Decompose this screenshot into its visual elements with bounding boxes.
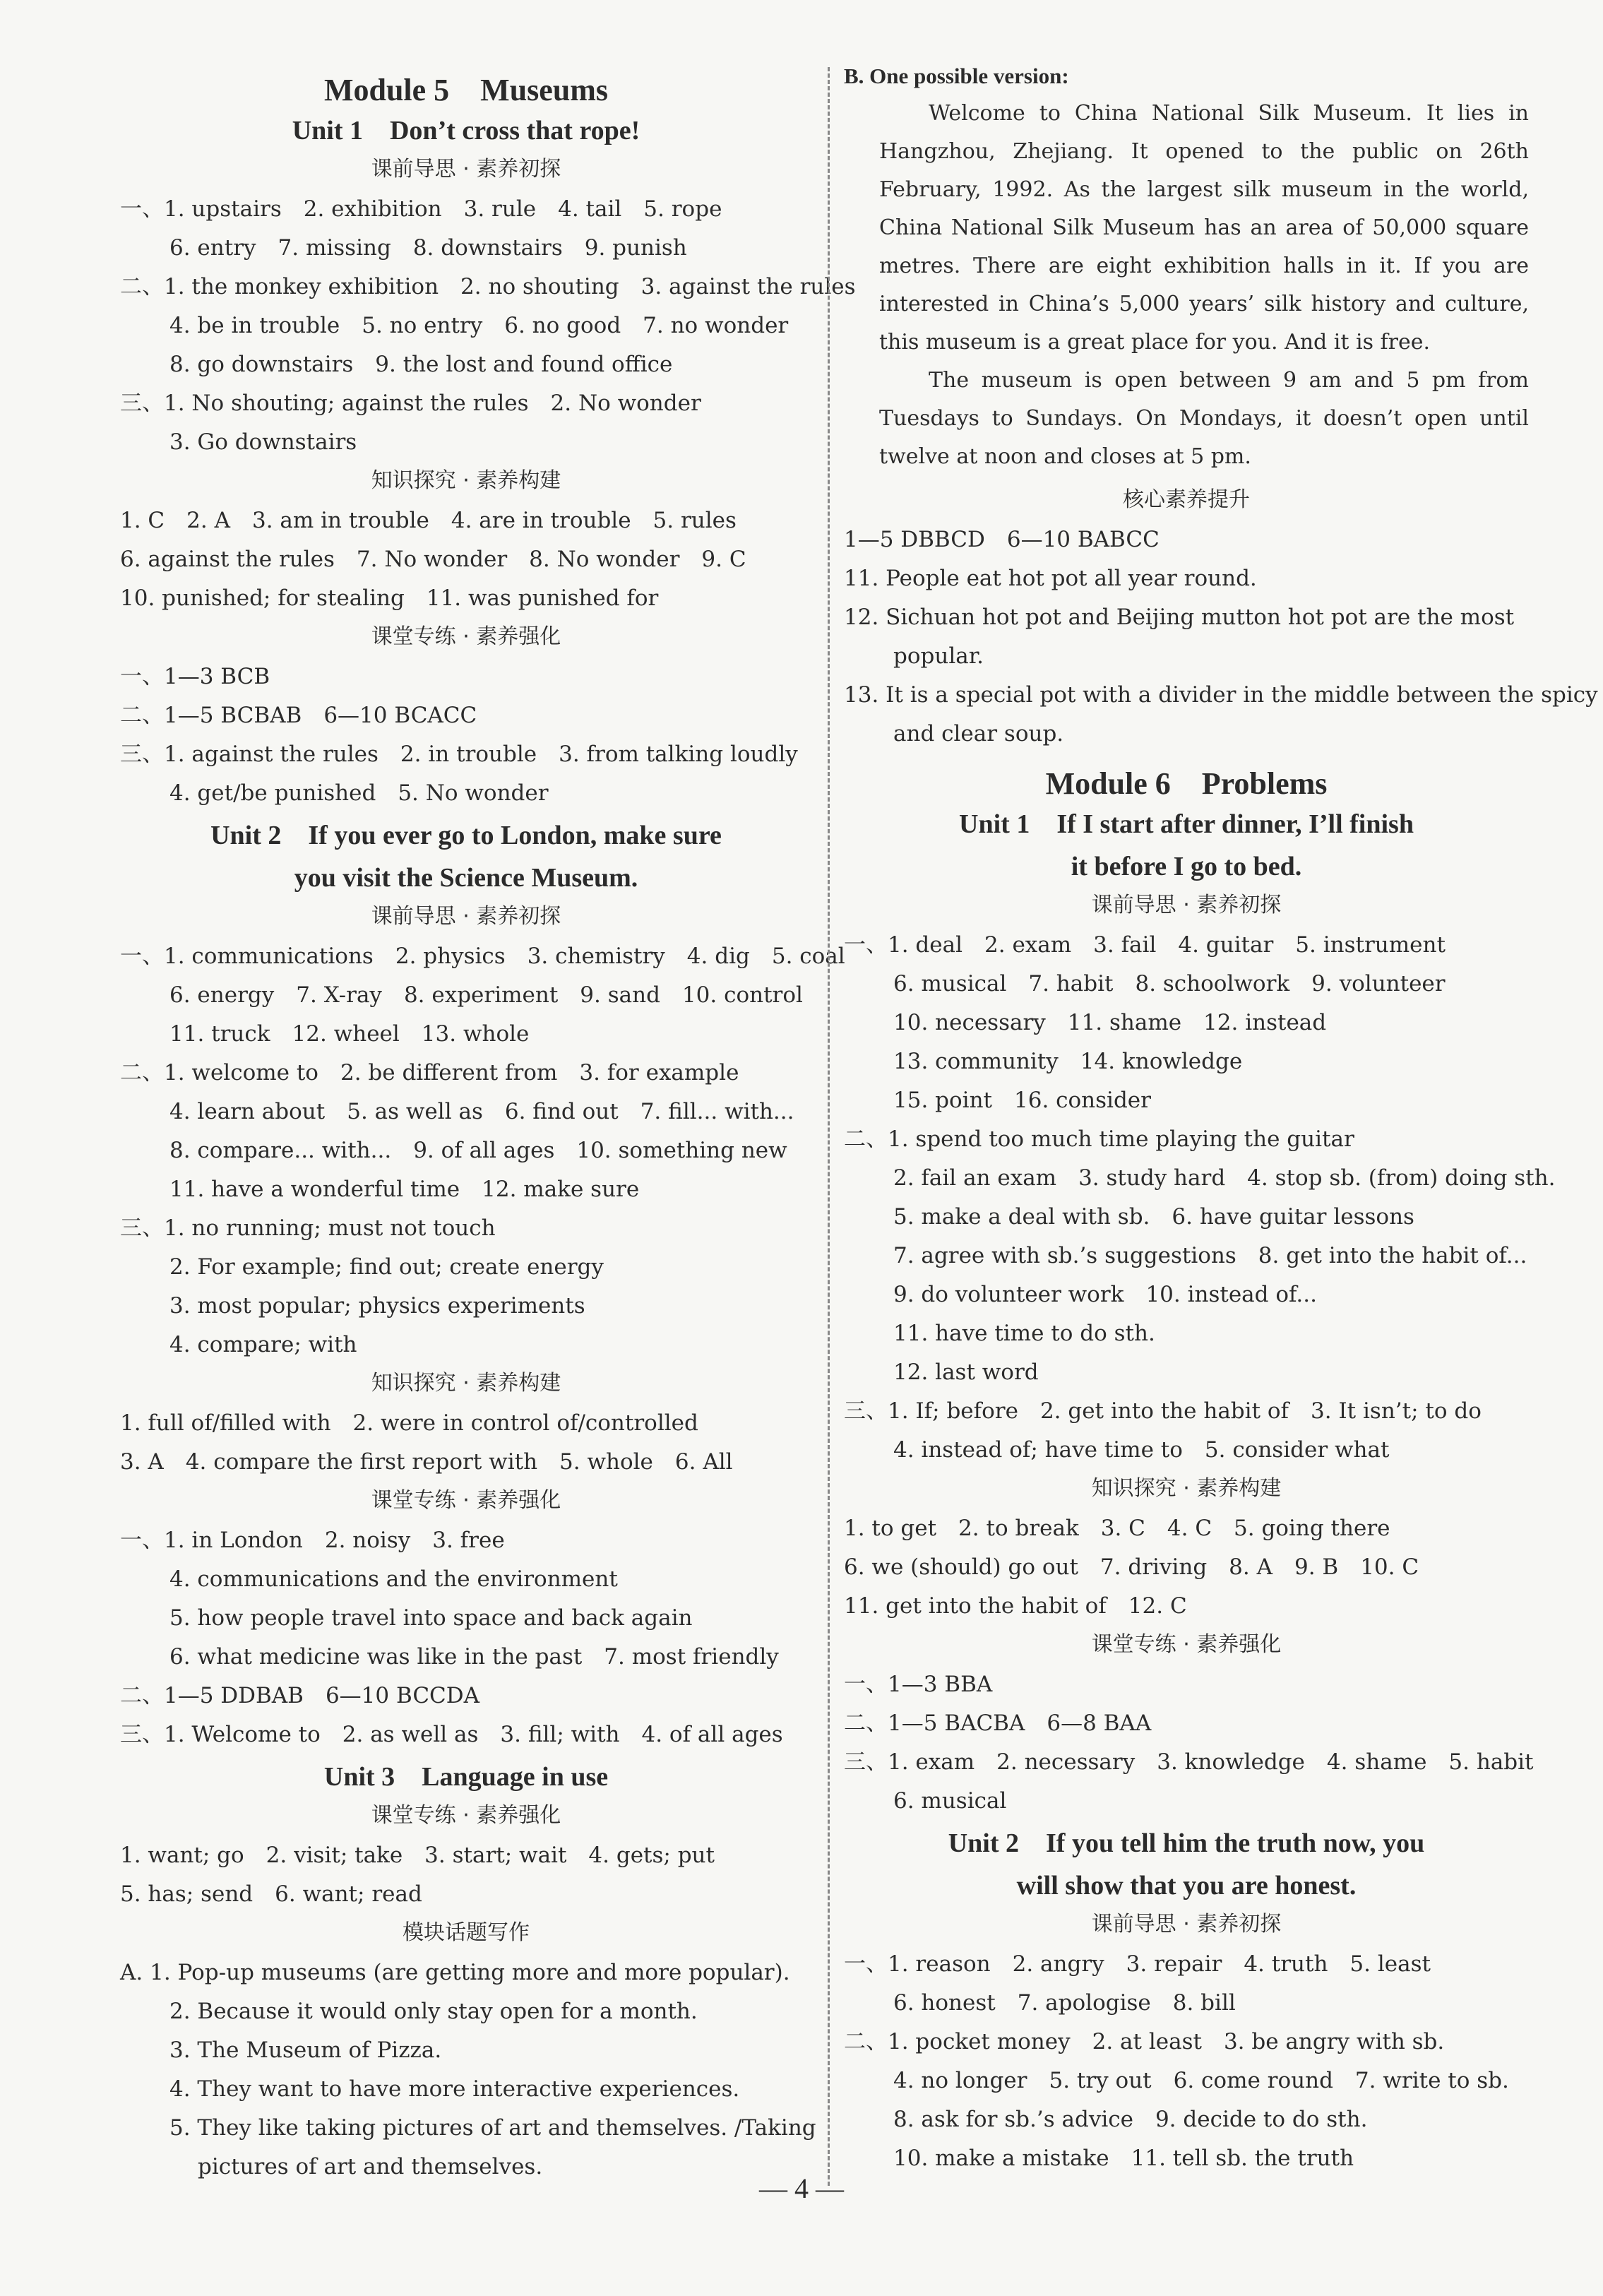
essay-paragraph-1: Welcome to China National Silk Museum. It lies in Hangzhou, Zhejiang. It opened to the public on 26th February, 1992. As the largest silk museum in the world, China National Silk Museum has an area of 50,000 square metres. There are eight exhibition halls in it. If you are interested in China’s 5,000 years’ silk history and culture, this museum is a great place for you. And it is free. [879,101,1529,355]
unit-title: Unit 2 If you tell him the truth now, you [948,1828,1425,1858]
answer-line: 11. get into the habit of 12. C [844,1593,1187,1619]
answer-line: 三、1. exam 2. necessary 3. knowledge 4. shame 5. habit [844,1749,1534,1775]
answer-line: popular. [893,643,984,669]
answer-line: and clear soup. [893,721,1064,747]
section-heading: 课堂专练 · 素养强化 [371,1488,561,1513]
answer-line: 三、1. against the rules 2. in trouble 3. from talking loudly [120,742,798,767]
answer-line: pictures of art and themselves. [198,2154,543,2179]
answer-line: 一、1—3 BCB [120,664,270,689]
answer-line: 一、1. in London 2. noisy 3. free [120,1528,505,1553]
answer-line: 4. learn about 5. as well as 6. find out 7. fill... with... [169,1099,794,1124]
answer-line: 8. go downstairs 9. the lost and found office [169,352,673,377]
answer-line: 4. get/be punished 5. No wonder [169,780,549,806]
answer-line: 三、1. No shouting; against the rules 2. No wonder [120,391,701,416]
answer-line: 6. musical [893,1788,1007,1814]
answer-line: 8. ask for sb.’s advice 9. decide to do sth. [893,2107,1368,2132]
answer-line: 二、1—5 BCBAB 6—10 BCACC [120,703,477,728]
answer-line: 3. Go downstairs [169,429,357,455]
answer-line: 1—5 DBBCD 6—10 BABCC [844,527,1160,552]
answer-line: 3. A 4. compare the first report with 5. whole 6. All [120,1449,733,1475]
answer-line: 4. communications and the environment [169,1566,618,1592]
answer-line: 3. most popular; physics experiments [169,1293,585,1319]
answer-line: 13. community 14. knowledge [893,1049,1243,1074]
section-heading: 课堂专练 · 素养强化 [371,624,561,649]
answer-line: 11. have a wonderful time 12. make sure [169,1177,640,1202]
answer-line: 8. compare... with... 9. of all ages 10. something new [169,1138,787,1163]
section-heading: 课前导思 · 素养初探 [371,904,561,929]
section-heading: 课前导思 · 素养初探 [1091,1912,1282,1937]
unit-title: will show that you are honest. [1016,1871,1357,1901]
answer-line: 一、1. communications 2. physics 3. chemistry 4. dig 5. coal [120,944,845,969]
answer-line: 3. The Museum of Pizza. [169,2038,442,2063]
answer-line: 一、1. upstairs 2. exhibition 3. rule 4. tail 5. rope [120,196,722,222]
section-heading: 课堂专练 · 素养强化 [1091,1632,1282,1657]
answer-line: 5. They like taking pictures of art and themselves. /Taking [169,2115,816,2141]
answer-line: 11. truck 12. wheel 13. whole [169,1021,530,1047]
answer-line: 5. has; send 6. want; read [120,1881,422,1907]
answer-line: 1. to get 2. to break 3. C 4. C 5. going there [844,1516,1390,1541]
answer-line: 11. have time to do sth. [893,1321,1155,1346]
unit-title: Unit 3 Language in use [323,1762,609,1792]
section-heading: 课前导思 · 素养初探 [1091,893,1282,917]
section-heading: 知识探究 · 素养构建 [1091,1476,1282,1501]
unit-title: Unit 1 If I start after dinner, I’ll finish [959,809,1414,839]
answer-line: 三、1. no running; must not touch [120,1215,496,1241]
answer-line: 一、1—3 BBA [844,1672,993,1697]
section-heading: 课堂专练 · 素养强化 [371,1803,561,1828]
module-title: Module 6 Problems [1045,766,1328,801]
answer-line: 10. punished; for stealing 11. was punished for [120,585,659,611]
answer-line: 10. make a mistake 11. tell sb. the truth [893,2146,1354,2171]
answer-line: 三、1. Welcome to 2. as well as 3. fill; with 4. of all ages [120,1722,783,1747]
answer-line: 2. Because it would only stay open for a month. [169,1999,698,2024]
module-title: Module 5 Museums [323,73,609,107]
answer-line: 三、1. If; before 2. get into the habit of 3. It isn’t; to do [844,1398,1482,1424]
answer-line: 二、1. pocket money 2. at least 3. be angry with sb. [844,2029,1445,2054]
answer-line: 6. musical 7. habit 8. schoolwork 9. volunteer [893,971,1446,997]
answer-line: 二、1—5 DDBAB 6—10 BCCDA [120,1683,480,1708]
unit-title: you visit the Science Museum. [294,863,638,893]
answer-line: 二、1—5 BACBA 6—8 BAA [844,1711,1152,1736]
answer-line: 一、1. reason 2. angry 3. repair 4. truth 5. least [844,1951,1431,1977]
answer-line: 4. compare; with [169,1332,357,1357]
answer-line: 11. People eat hot pot all year round. [844,566,1257,591]
unit-title: it before I go to bed. [1071,852,1302,881]
answer-line: 1. want; go 2. visit; take 3. start; wait 4. gets; put [120,1843,715,1868]
answer-line: 4. instead of; have time to 5. consider what [893,1437,1390,1463]
column-divider [828,67,830,2186]
answer-line: 12. last word [893,1360,1039,1385]
answer-line: 1. full of/filled with 2. were in control of/controlled [120,1410,698,1436]
answer-line: 15. point 16. consider [893,1088,1151,1113]
answer-line: 2. For example; find out; create energy [169,1254,604,1280]
section-heading: 知识探究 · 素养构建 [371,468,561,493]
answer-line: 二、1. the monkey exhibition 2. no shouting 3. against the rules [120,274,856,299]
section-heading: 知识探究 · 素养构建 [371,1371,561,1396]
answer-line: 二、1. welcome to 2. be different from 3. for example [120,1060,739,1085]
answer-line: 一、1. deal 2. exam 3. fail 4. guitar 5. instrument [844,932,1446,958]
answer-line: 5. how people travel into space and back again [169,1605,693,1631]
version-label: B. One possible version: [844,64,1069,88]
answer-line: 6. entry 7. missing 8. downstairs 9. punish [169,235,687,261]
unit-title: Unit 2 If you ever go to London, make sure [210,821,722,850]
section-heading: 课前导思 · 素养初探 [371,157,561,182]
answer-line: 6. we (should) go out 7. driving 8. A 9. B 10. C [844,1554,1419,1580]
answer-line: 6. what medicine was like in the past 7. most friendly [169,1644,779,1670]
answer-line: 4. They want to have more interactive experiences. [169,2076,740,2102]
essay-paragraph-2: The museum is open between 9 am and 5 pm from Tuesdays to Sundays. On Mondays, it doesn’t open until twelve at noon and closes at 5 pm. [879,368,1529,469]
answer-line: 6. against the rules 7. No wonder 8. No wonder 9. C [120,547,746,572]
answer-line: 二、1. spend too much time playing the guitar [844,1126,1354,1152]
answer-line: 5. make a deal with sb. 6. have guitar lessons [893,1204,1414,1230]
answer-line: 6. energy 7. X-ray 8. experiment 9. sand 10. control [169,982,803,1008]
answer-line: 12. Sichuan hot pot and Beijing mutton hot pot are the most [844,605,1515,630]
answer-line: 9. do volunteer work 10. instead of... [893,1282,1317,1307]
answer-line: 10. necessary 11. shame 12. instead [893,1010,1327,1035]
answer-line: 4. be in trouble 5. no entry 6. no good 7. no wonder [169,313,789,338]
section-heading: 核心素养提升 [1123,487,1250,512]
answer-line: 1. C 2. A 3. am in trouble 4. are in trouble 5. rules [120,508,737,533]
answer-line: 6. honest 7. apologise 8. bill [893,1990,1236,2016]
answer-line: A. 1. Pop-up museums (are getting more and more popular). [120,1960,790,1985]
page-number: — 4 — [759,2172,844,2204]
answer-line: 2. fail an exam 3. study hard 4. stop sb. (from) doing sth. [893,1165,1556,1191]
answer-line: 4. no longer 5. try out 6. come round 7. write to sb. [893,2068,1509,2093]
section-heading: 模块话题写作 [403,1920,530,1945]
answer-line: 13. It is a special pot with a divider in the middle between the spicy [844,682,1598,708]
answer-line: 7. agree with sb.’s suggestions 8. get into the habit of... [893,1243,1527,1268]
unit-title: Unit 1 Don’t cross that rope! [292,116,640,145]
